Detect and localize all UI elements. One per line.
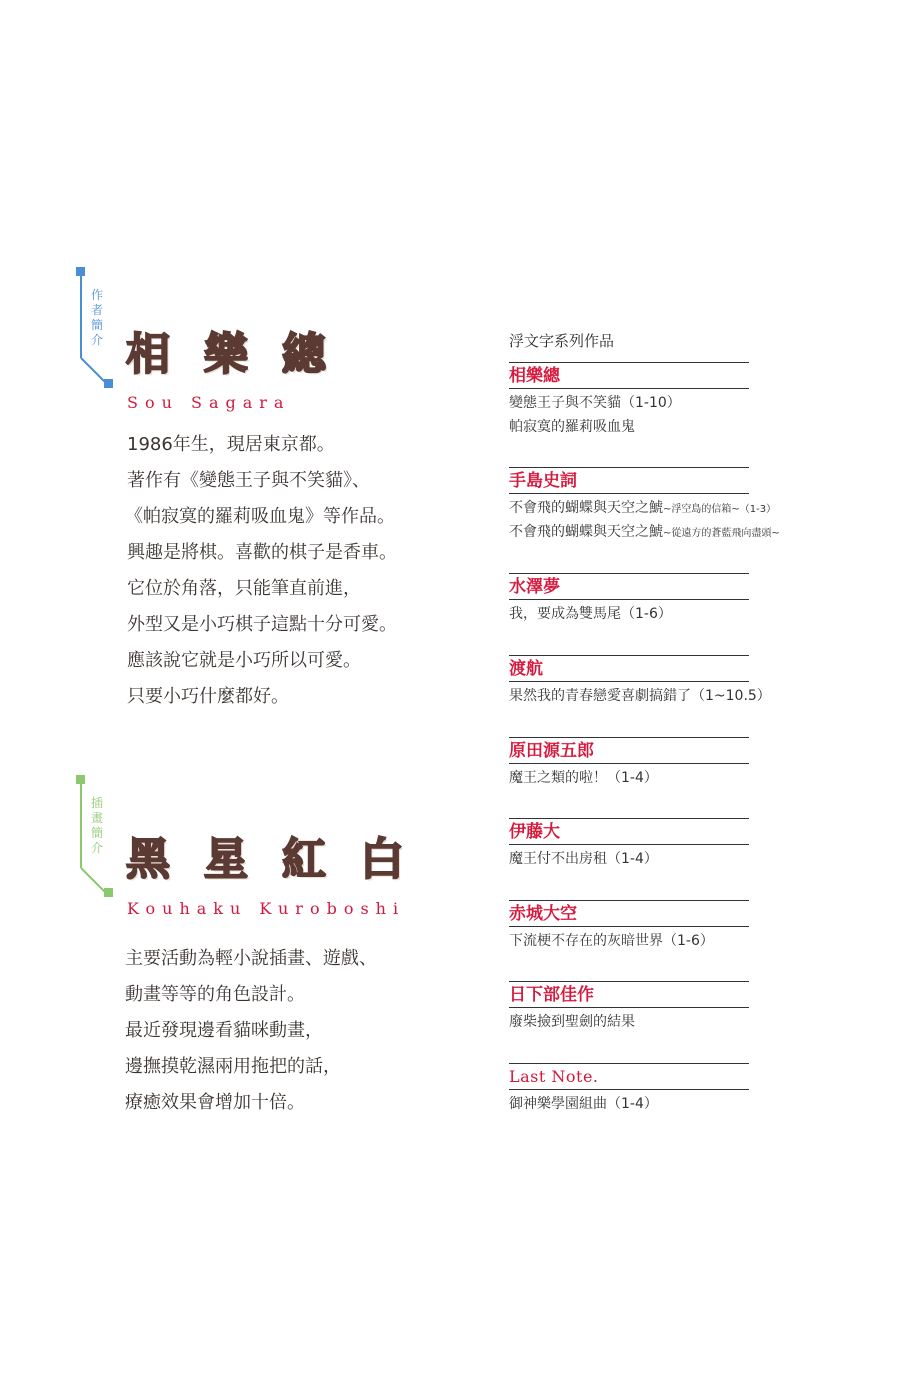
author-bio-line: 著作有《變態王子與不笑貓》、 [127,470,370,491]
work-title: 帕寂寞的羅莉吸血鬼 [509,419,635,435]
bracket-bottom-square [104,379,113,388]
label-char: 介 [90,841,103,855]
author-romanized-name: Sou Sagara [127,393,291,412]
author-name: 相樂總 [126,329,360,380]
work-title: 魔王付不出房租（1-4） [509,851,658,867]
author-section-label [90,288,104,348]
illustrator-bio-line: 邊撫摸乾濕兩用拖把的話， [125,1056,341,1077]
work-author: 原田源五郎 [509,741,594,761]
bracket-line [80,780,82,868]
work-title: 果然我的青春戀愛喜劇搞錯了（1~10.5） [509,688,771,704]
divider [509,655,749,656]
work-author: 手島史詞 [509,471,577,491]
divider [509,388,749,389]
work-author: 日下部佳作 [509,985,594,1005]
work-title: 我，要成為雙馬尾（1-6） [509,606,672,622]
work-title: 魔王之類的啦！（1-4） [509,770,658,786]
divider [509,573,749,574]
illustrator-bio-line: 最近發現邊看貓咪動畫， [125,1020,323,1041]
label-char: 簡 [90,826,103,840]
divider [509,981,749,982]
divider [509,681,749,682]
divider [509,900,749,901]
label-char: 作 [90,288,103,302]
divider [509,763,749,764]
divider [509,1007,749,1008]
label-char: 畫 [90,811,103,825]
work-author: Last Note. [509,1067,599,1086]
illustrator-section-label [90,796,104,856]
author-bio-line: 1986年生，現居東京都。 [127,434,335,455]
divider [509,737,749,738]
author-bio-line: 《帕寂寞的羅莉吸血鬼》等作品。 [125,506,395,527]
author-bio-line: 外型又是小巧棋子這點十分可愛。 [127,614,397,635]
work-title: 下流梗不存在的灰暗世界（1-6） [509,933,714,949]
label-char: 者 [90,303,103,317]
label-char: 插 [90,796,103,810]
divider [509,362,749,363]
work-author: 水澤夢 [509,577,560,597]
divider [509,844,749,845]
work-title: 不會飛的蝴蝶與天空之鯱~浮空島的信箱~（1-3） [509,500,777,516]
illustrator-bio-line: 動畫等等的角色設計。 [125,984,305,1005]
divider [509,467,749,468]
bracket-bottom-square [104,888,113,897]
author-bio-line: 興趣是將棋。喜歡的棋子是香車。 [127,542,397,563]
work-title: 御神樂學園組曲（1-4） [509,1096,658,1112]
label-char: 介 [90,333,103,347]
work-author: 伊藤大 [509,822,560,842]
divider [509,493,749,494]
author-bio-line: 應該說它就是小巧所以可愛。 [127,650,361,671]
illustrator-bio-line: 療癒效果會增加十倍。 [125,1092,305,1113]
works-heading: 浮文字系列作品 [509,332,615,350]
illustrator-name: 黑星紅白 [126,834,438,885]
author-bio-line: 只要小巧什麼都好。 [127,686,289,707]
divider [509,818,749,819]
work-title: 變態王子與不笑貓（1-10） [509,395,681,411]
author-bio-line: 它位於角落，只能筆直前進， [127,578,361,599]
divider [509,1063,749,1064]
illustrator-romanized-name: Kouhaku Kuroboshi [127,899,406,918]
work-author: 渡航 [509,659,543,679]
work-title: 不會飛的蝴蝶與天空之鯱~從遠方的蒼藍飛向盡頭~ [509,524,780,540]
work-title: 廢柴撿到聖劍的結果 [509,1014,635,1030]
work-author: 赤城大空 [509,904,577,924]
label-char: 簡 [90,318,103,332]
illustrator-bio-line: 主要活動為輕小說插畫、遊戲、 [125,948,377,969]
work-author: 相樂總 [509,366,560,386]
bracket-line [80,272,82,358]
divider [509,1089,749,1090]
divider [509,926,749,927]
divider [509,599,749,600]
